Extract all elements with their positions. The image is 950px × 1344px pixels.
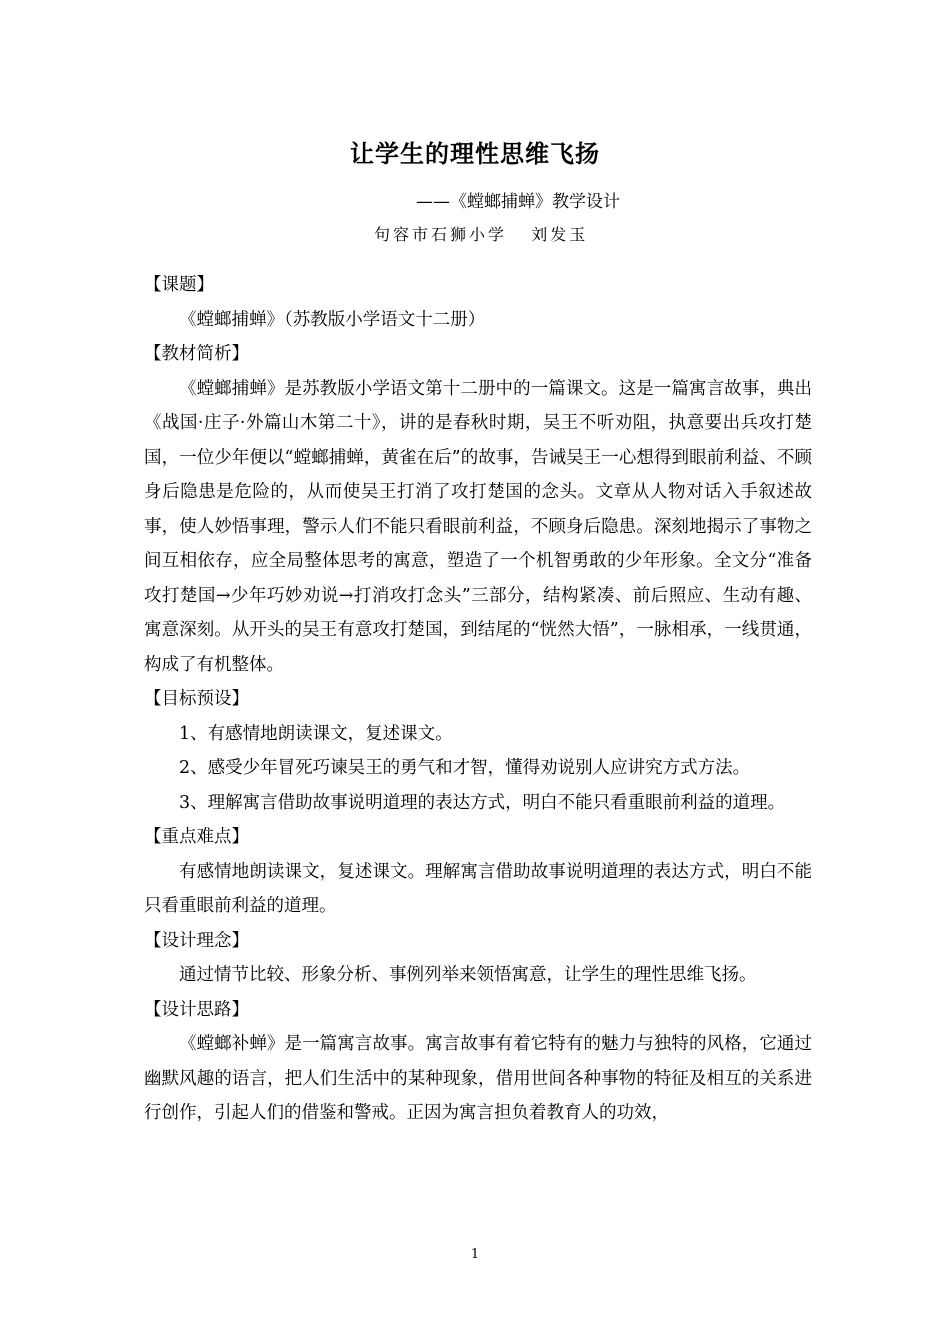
paragraph: 《螳螂补蝉》是一篇寓言故事。寓言故事有着它特有的魅力与独特的风格，它通过幽默风趣的语言，把人们生活中的某种现象，借用世间各种事物的特征及相互的关系进行创作，引起人们的借鉴和警戒。正因为寓言担负着教育人的功效， (144, 1034, 812, 1123)
paragraph: 2、感受少年冒死巧谏吴王的勇气和才智，懂得劝说别人应讲究方式方法。 (179, 758, 751, 778)
document-body (144, 268, 812, 1131)
section-topic (144, 268, 812, 337)
section-concept (144, 924, 812, 993)
section-heading: 【重点难点】 (144, 827, 249, 847)
section-heading: 【教材简析】 (144, 344, 249, 364)
section-analysis (144, 337, 812, 682)
section-heading: 【目标预设】 (144, 689, 249, 709)
section-goals (144, 682, 812, 820)
paragraph: 通过情节比较、形象分析、事例列举来领悟寓意，让学生的理性思维飞扬。 (179, 965, 757, 985)
section-key-points (144, 820, 812, 924)
section-approach (144, 993, 812, 1131)
page-number: 1 (470, 1247, 480, 1262)
document-title: 让学生的理性思维飞扬 (350, 140, 600, 168)
paragraph: 《螳螂捕蝉》（苏教版小学语文十二册） (179, 309, 486, 330)
paragraph: 1、有感情地朗读课文，复述课文。 (179, 723, 453, 744)
author-line: 句容市石狮小学 刘发玉 (374, 225, 589, 244)
paragraph: 有感情地朗读课文，复述课文。理解寓言借助故事说明道理的表达方式，明白不能只看重眼前利益的道理。 (144, 861, 812, 916)
section-heading: 【设计理念】 (144, 930, 249, 951)
section-heading: 【设计思路】 (144, 999, 249, 1020)
document-subtitle: ——《螳螂捕蝉》教学设计 (416, 192, 620, 212)
paragraph: 《螳螂捕蝉》是苏教版小学语文第十二册中的一篇课文。这是一篇寓言故事，典出《战国·庄子·外篇山木第二十》，讲的是春秋时期，吴王不听劝阻，执意要出兵攻打楚国，一位少年便以“螳螂捕蝉，黄雀在后”的故事，告诫吴王一心想得到眼前利益、不顾身后隐患是危险的，从而使吴王打消了攻打楚国的念头。文章从人物对话入手叙述故事，使人妙悟事理，警示人们不能只看眼前利益，不顾身后隐患。深刻地揭示了事物之间互相依存，应全局整体思考的寓意，塑造了一个机智勇敢的少年形象。全文分“准备攻打楚国→少年巧妙劝说→打消攻打念头”三部分，结构紧凑、前后照应、生动有趣、寓意深刻。从开头的吴王有意攻打楚国，到结尾的“恍然大悟”，一脉相承，一线贯通，构成了有机整体。 (144, 378, 812, 675)
paragraph: 3、理解寓言借助故事说明道理的表达方式，明白不能只看重眼前利益的道理。 (179, 792, 786, 813)
section-heading: 【课题】 (144, 275, 214, 295)
